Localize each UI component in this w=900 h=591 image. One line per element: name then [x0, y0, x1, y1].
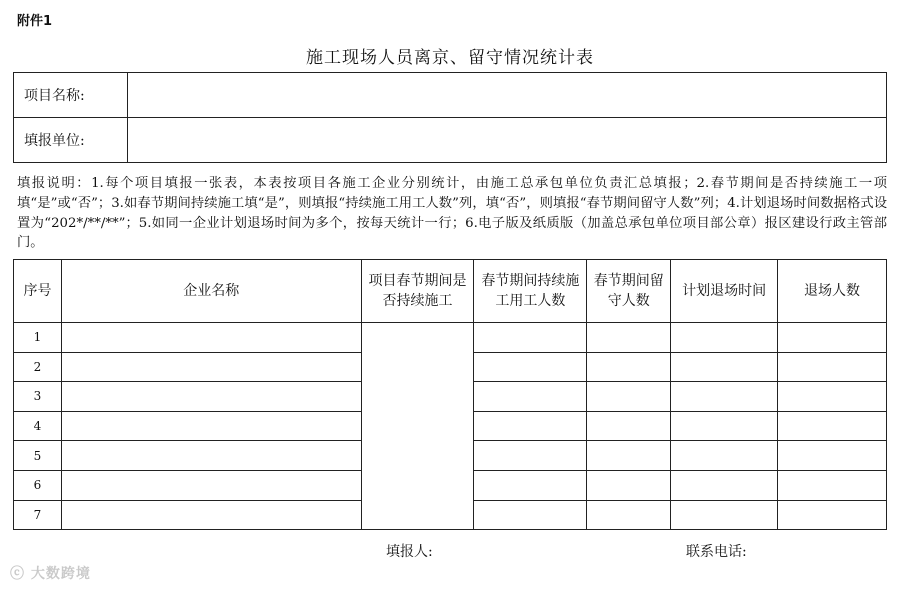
company-cell[interactable]: [61, 441, 361, 471]
row-number: 5: [14, 441, 62, 471]
row-number: 2: [14, 352, 62, 382]
workers-cell[interactable]: [474, 500, 587, 530]
exit-count-cell[interactable]: [778, 323, 887, 353]
header-exit-time: 计划退场时间: [671, 260, 778, 323]
watermark-icon: ⓒ: [10, 566, 31, 582]
header-exit-count: 退场人数: [778, 260, 887, 323]
header-continue: 项目春节期间是否持续施工: [361, 260, 474, 323]
header-workers: 春节期间持续施工用工人数: [474, 260, 587, 323]
company-cell[interactable]: [61, 411, 361, 441]
reporting-unit-field[interactable]: [128, 118, 887, 163]
header-company: 企业名称: [61, 260, 361, 323]
row-number: 3: [14, 382, 62, 412]
watermark-text: 大数跨境: [30, 566, 91, 582]
exit-count-cell[interactable]: [778, 500, 887, 530]
exit-count-cell[interactable]: [778, 470, 887, 500]
header-staying: 春节期间留守人数: [587, 260, 671, 323]
company-cell[interactable]: [61, 382, 361, 412]
table-header-row: [14, 260, 887, 323]
page-title: 施工现场人员离京、留守情况统计表: [306, 48, 594, 68]
company-cell[interactable]: [61, 470, 361, 500]
table-row: [14, 323, 887, 353]
continue-cell[interactable]: [361, 323, 474, 530]
staying-cell[interactable]: [587, 411, 671, 441]
workers-cell[interactable]: [474, 441, 587, 471]
company-cell[interactable]: [61, 500, 361, 530]
company-cell[interactable]: [61, 352, 361, 382]
project-name-label: 项目名称:: [14, 73, 128, 118]
project-name-field[interactable]: [128, 73, 887, 118]
filler-label: 填报人:: [386, 544, 433, 560]
exit-time-cell[interactable]: [671, 411, 778, 441]
row-number: 7: [14, 500, 62, 530]
workers-cell[interactable]: [474, 411, 587, 441]
phone-label: 联系电话:: [686, 544, 747, 560]
attachment-label: 附件1: [17, 14, 53, 29]
reporting-unit-label: 填报单位:: [14, 118, 128, 163]
company-cell[interactable]: [61, 323, 361, 353]
workers-cell[interactable]: [474, 470, 587, 500]
exit-count-cell[interactable]: [778, 382, 887, 412]
row-number: 6: [14, 470, 62, 500]
exit-time-cell[interactable]: [671, 470, 778, 500]
staying-cell[interactable]: [587, 470, 671, 500]
workers-cell[interactable]: [474, 323, 587, 353]
staying-cell[interactable]: [587, 352, 671, 382]
instructions-note: 填报说明：1.每个项目填报一张表，本表按项目各施工企业分别统计，由施工总承包单位负责汇总填报；2.春节期间是否持续施工一项填“是”或“否”；3.如春节期间持续施工填“是”，则填报“持续施工用工人数”列，填“否”，则填报“春节期间留守人数”列；4.计划退场时间数据格式设置为“202*/**/**”；5.如同一企业计划退场时间为多个，按每天统计一行；6.电子版及纸质版（加盖总承包单位项目部公章）报区建设行政主管部门。: [17, 176, 887, 251]
row-number: 1: [14, 323, 62, 353]
project-name-row: [14, 73, 887, 118]
workers-cell[interactable]: [474, 352, 587, 382]
exit-time-cell[interactable]: [671, 352, 778, 382]
exit-time-cell[interactable]: [671, 500, 778, 530]
info-table: [13, 72, 887, 163]
exit-time-cell[interactable]: [671, 382, 778, 412]
exit-count-cell[interactable]: [778, 411, 887, 441]
staying-cell[interactable]: [587, 382, 671, 412]
reporting-unit-row: [14, 118, 887, 163]
staying-cell[interactable]: [587, 441, 671, 471]
header-seq: 序号: [14, 260, 62, 323]
row-number: 4: [14, 411, 62, 441]
statistics-table: [13, 259, 887, 530]
staying-cell[interactable]: [587, 500, 671, 530]
exit-time-cell[interactable]: [671, 441, 778, 471]
staying-cell[interactable]: [587, 323, 671, 353]
exit-count-cell[interactable]: [778, 441, 887, 471]
exit-count-cell[interactable]: [778, 352, 887, 382]
workers-cell[interactable]: [474, 382, 587, 412]
watermark-logo: [10, 563, 91, 583]
exit-time-cell[interactable]: [671, 323, 778, 353]
